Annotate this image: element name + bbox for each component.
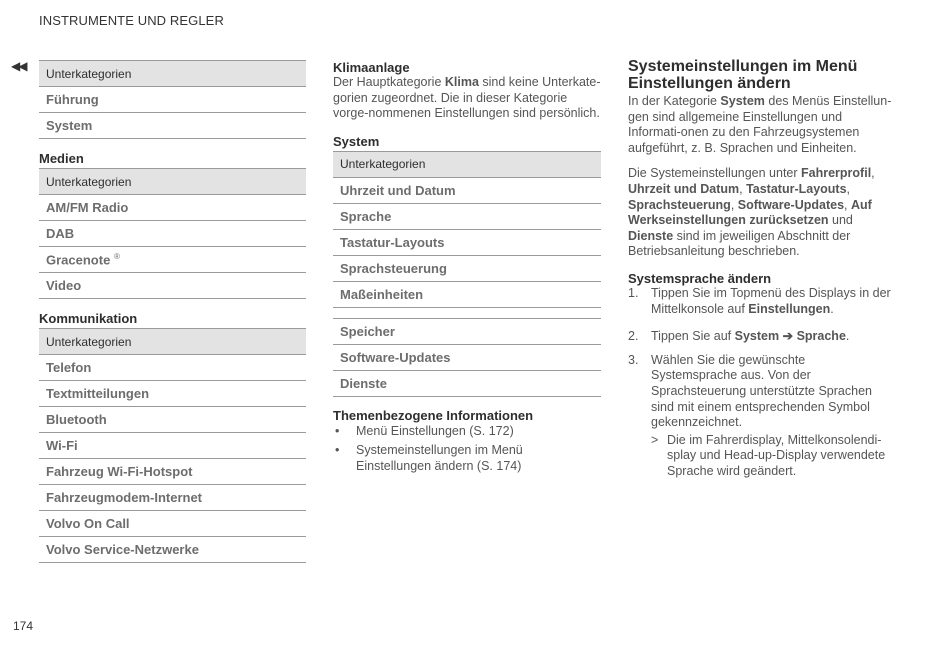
- term: Tastatur-Layouts: [746, 181, 847, 196]
- system-term: System: [720, 94, 765, 108]
- bullet-icon: •: [335, 443, 340, 458]
- text-run: und: [828, 213, 853, 228]
- bullet-icon: •: [335, 423, 340, 438]
- term: Uhrzeit und Datum: [628, 181, 740, 196]
- table-header: Unterkategorien: [333, 151, 601, 177]
- table-row: Volvo Service-Netzwerke: [39, 537, 306, 563]
- subsection-title: Systemsprache ändern: [628, 270, 772, 286]
- table-gap: [333, 307, 601, 318]
- page-header: INSTRUMENTE UND REGLER: [39, 13, 224, 28]
- link-text: Menü Einstellungen (S. 172): [356, 423, 514, 438]
- table-row: Bluetooth: [39, 407, 306, 433]
- table-row: AM/FM Radio: [39, 195, 306, 221]
- table-row: Textmitteilungen: [39, 381, 306, 407]
- step-item: [628, 286, 892, 317]
- table-row: Führung: [39, 87, 306, 113]
- middle-column: [333, 60, 601, 479]
- table-row: Video: [39, 273, 306, 299]
- text-run: .: [845, 329, 850, 344]
- text-run: des Menüs Einstellun-gen sind allgemeine Einstellungen und Informati-onen zu den Fahrzeugsystemen aufgeführt, z. B. Sprachen und Einheiten.: [628, 94, 892, 155]
- main-heading: Systemeinstellungen im Menü Einstellungen ändern: [628, 58, 858, 92]
- arrow-right-icon: ➔: [782, 329, 794, 344]
- right-column: [628, 58, 892, 479]
- table-row: [39, 247, 306, 273]
- text-run: Tippen Sie auf: [651, 329, 735, 344]
- table-header: Unterkategorien: [39, 329, 306, 355]
- term: Sprache: [796, 329, 846, 344]
- table-row: Fahrzeugmodem-Internet: [39, 485, 306, 511]
- table-row: Sprachsteuerung: [333, 255, 601, 281]
- term: Einstellungen: [748, 301, 831, 316]
- table-header: Unterkategorien: [39, 61, 306, 87]
- result-text: Die im Fahrerdisplay, Mittelkonsolendi-splay und Head-up-Display verwendete Sprache wird geändert.: [667, 432, 886, 478]
- text-run: Der Hauptkategorie: [333, 75, 445, 89]
- result-marker: >: [651, 432, 659, 447]
- text-run: sind im jeweiligen Abschnitt der Betriebsanleitung beschrieben.: [628, 228, 851, 259]
- step-item: [628, 353, 892, 431]
- term: System: [734, 329, 780, 344]
- text-run: In der Kategorie: [628, 94, 721, 108]
- table-row: DAB: [39, 221, 306, 247]
- related-link[interactable]: [333, 424, 601, 440]
- section-title-related: Themenbezogene Informationen: [333, 407, 534, 423]
- table-row: Wi-Fi: [39, 433, 306, 459]
- text-run: ,: [739, 181, 747, 196]
- step-number: 3.: [628, 352, 639, 367]
- klima-term: Klima: [444, 75, 479, 89]
- section-title-kommunikation: Kommunikation: [39, 311, 138, 326]
- term: Fahrerprofil: [801, 166, 872, 181]
- steps-list: [628, 286, 892, 431]
- table-row: Sprache: [333, 203, 601, 229]
- table-row: Volvo On Call: [39, 511, 306, 537]
- table-row: Uhrzeit und Datum: [333, 177, 601, 203]
- text-run: ,: [730, 197, 738, 212]
- table-row: Tastatur-Layouts: [333, 229, 601, 255]
- table-row: Speicher: [333, 318, 601, 344]
- system-table: [333, 151, 601, 397]
- subcategory-table: [39, 60, 306, 139]
- link-text: Systemeinstellungen im Menü Einstellungen ändern (S. 174): [356, 443, 523, 473]
- gracenote-label: Gracenote: [46, 252, 111, 268]
- table-row: System: [39, 113, 306, 139]
- text-run: sind keine Unterkate-gorien zugeordnet. Die in dieser Kategorie vorge-nommenen Einstellungen sind persönlich.: [333, 75, 601, 121]
- section-title-klimaanlage: Klimaanlage: [333, 60, 410, 75]
- text-run: .: [830, 301, 834, 316]
- term: Software-Updates: [737, 197, 845, 212]
- text-run: ,: [846, 181, 851, 196]
- text-run: Tippen Sie im Topmenü des Displays in der Mittelkonsole auf: [651, 285, 891, 316]
- table-row: Telefon: [39, 355, 306, 381]
- table-row: Software-Updates: [333, 344, 601, 370]
- related-link[interactable]: [333, 443, 601, 474]
- step-number: 1.: [628, 285, 639, 300]
- page-number: 174: [13, 619, 34, 633]
- step-number: 2.: [628, 329, 639, 344]
- text-run: Die Systemeinstellungen unter: [628, 166, 802, 181]
- text-run: ,: [871, 166, 875, 181]
- section-title-system: System: [333, 133, 380, 149]
- term: Dienste: [628, 228, 674, 243]
- related-links-list: [333, 424, 601, 475]
- medien-table: [39, 168, 306, 299]
- table-row: Fahrzeug Wi-Fi-Hotspot: [39, 459, 306, 485]
- table-row: Maßeinheiten: [333, 281, 601, 307]
- klima-paragraph: [333, 75, 601, 122]
- table-header: Unterkategorien: [39, 169, 306, 195]
- text-run: ,: [844, 197, 851, 212]
- intro-paragraph: [628, 94, 892, 156]
- term: Sprachsteuerung: [628, 197, 731, 212]
- text-run: Wählen Sie die gewünschte Systemsprache aus. Von der Sprachsteuerung unterstützte Sprachen sind mit einem entsprechenden Symbol gekennzeichnet.: [651, 352, 872, 430]
- left-column: [39, 60, 306, 563]
- kommunikation-table: [39, 328, 306, 563]
- back-icon[interactable]: ◀◀: [11, 59, 26, 73]
- registered-mark: ®: [113, 251, 120, 261]
- term: Auf Werkseinstellungen zurücksetzen: [628, 197, 872, 228]
- settings-paragraph: [628, 166, 892, 260]
- table-row: Dienste: [333, 370, 601, 396]
- step-result: [628, 433, 892, 480]
- section-title-medien: Medien: [39, 151, 84, 166]
- step-item: [628, 329, 892, 345]
